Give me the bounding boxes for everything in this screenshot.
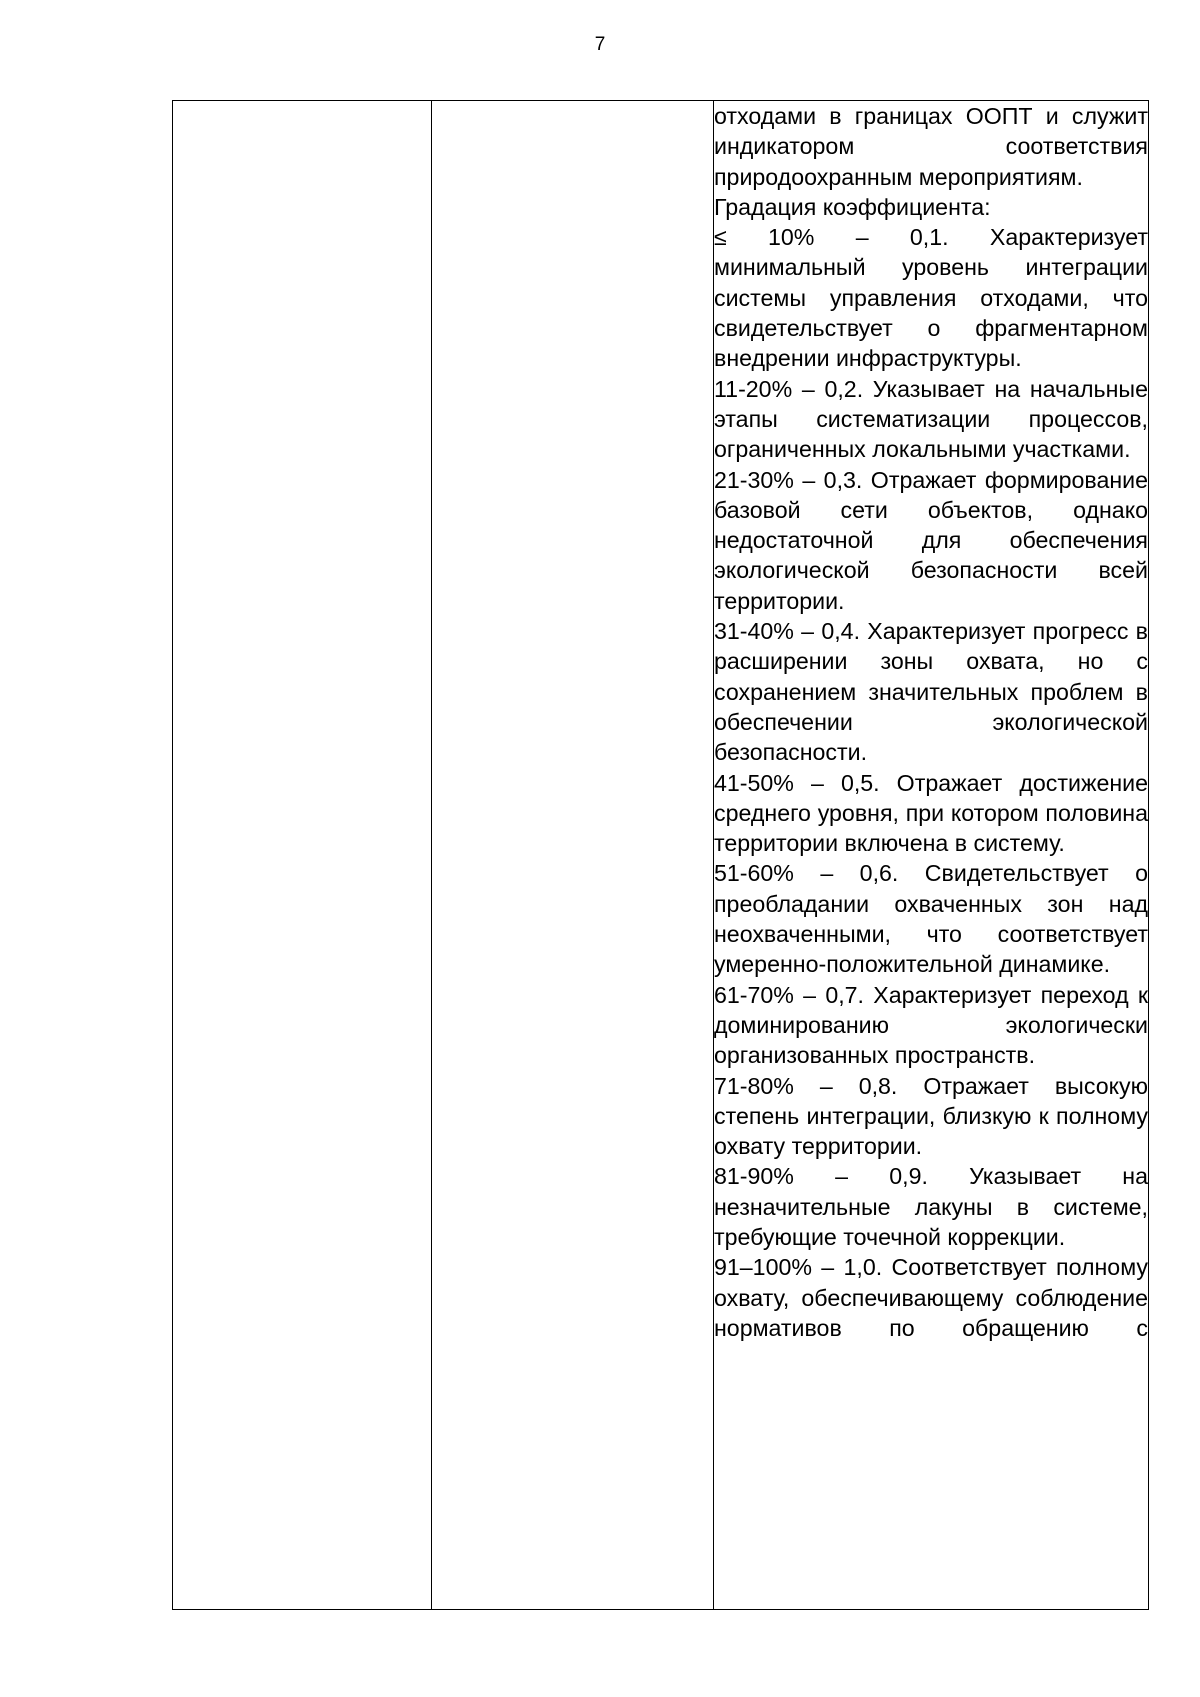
cell-paragraph: отходами в границах ООПТ и служит индикатором соответствия природоохранным мероприятиям. <box>714 103 1148 190</box>
cell-paragraph: ≤ 10% – 0,1. Характеризует минимальный уровень интеграции системы управления отходами, что свидетельствует о фрагментарном внедрении инфраструктуры. <box>714 224 1148 372</box>
table-cell-col2 <box>432 101 714 1610</box>
cell-paragraph: 61-70% – 0,7. Характеризует переход к доминированию экологически организованных пространств. <box>714 981 1148 1069</box>
cell-paragraph: 11-20% – 0,2. Указывает на начальные этапы систематизации процессов, ограниченных локальными участками. <box>714 375 1148 463</box>
table-cell-col3 <box>714 101 1149 1610</box>
cell-paragraph: 81-90% – 0,9. Указывает на незначительные лакуны в системе, требующие точечной коррекции. <box>714 1163 1148 1250</box>
table-cell-col1 <box>173 101 432 1610</box>
page-number: 7 <box>594 34 606 55</box>
cell-paragraph: 91–100% – 1,0. Соответствует полному охвату, обеспечивающему соблюдение нормативов по обращению с <box>714 1254 1148 1341</box>
document-table <box>172 100 1149 1610</box>
cell-paragraph: 31-40% – 0,4. Характеризует прогресс в расширении зоны охвата, но с сохранением значительных проблем в обеспечении экологической безопасности. <box>714 618 1148 766</box>
cell-paragraph: 21-30% – 0,3. Отражает формирование базовой сети объектов, однако недостаточной для обеспечения экологической безопасности всей территории. <box>714 466 1148 614</box>
table-row <box>173 101 1149 1610</box>
cell-paragraph: 71-80% – 0,8. Отражает высокую степень интеграции, близкую к полному охвату территории. <box>714 1072 1148 1160</box>
cell-paragraph: 51-60% – 0,6. Свидетельствует о преобладании охваченных зон над неохваченными, что соответствует умеренно-положительной динамике. <box>714 860 1148 978</box>
cell-paragraph: 41-50% – 0,5. Отражает достижение среднего уровня, при котором половина территории включена в систему. <box>714 769 1148 857</box>
cell-paragraph: Градация коэффициента: <box>714 193 991 220</box>
